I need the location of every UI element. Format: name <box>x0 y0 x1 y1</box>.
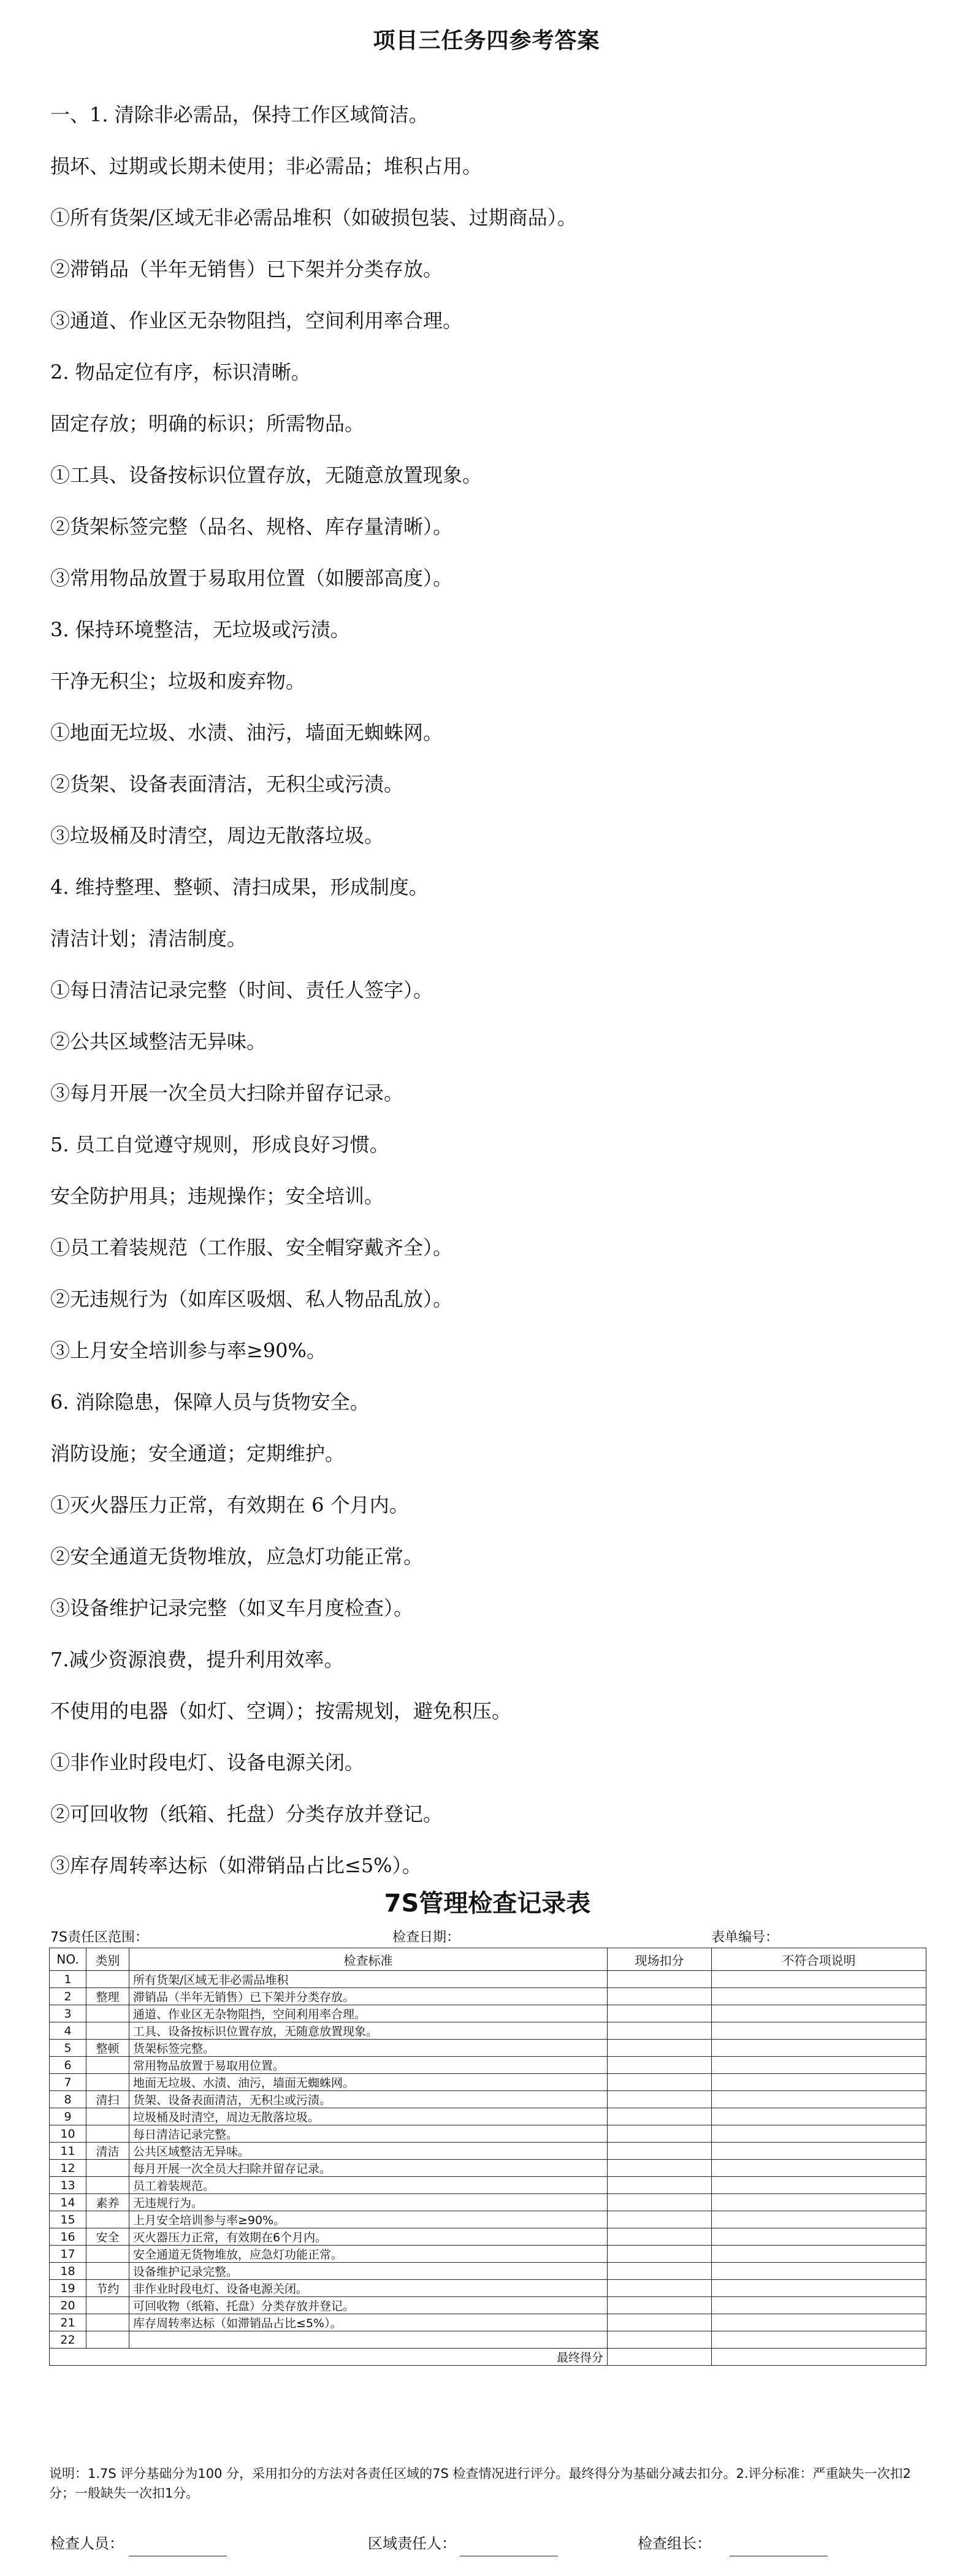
row-no: 8 <box>50 2091 86 2108</box>
row-category <box>86 2331 129 2349</box>
final-score-row <box>50 2349 926 2366</box>
row-standard: 员工着装规范。 <box>129 2177 608 2194</box>
row-category: 清洁 <box>86 2143 129 2160</box>
row-category <box>86 2005 129 2022</box>
row-standard: 通道、作业区无杂物阻挡，空间利用率合理。 <box>129 2005 608 2022</box>
table-row <box>50 2125 926 2143</box>
row-deduction[interactable] <box>608 2177 712 2194</box>
row-category: 素养 <box>86 2194 129 2211</box>
team-leader-label: 检查组长： <box>638 2535 711 2552</box>
row-standard: 滞销品（半年无销售）已下架并分类存放。 <box>129 1988 608 2005</box>
table-row <box>50 2160 926 2177</box>
row-standard: 设备维护记录完整。 <box>129 2263 608 2280</box>
row-deduction[interactable] <box>608 1971 712 1988</box>
row-no: 14 <box>50 2194 86 2211</box>
row-nonconformity[interactable] <box>712 2280 926 2297</box>
row-category: 整理 <box>86 1988 129 2005</box>
row-no: 1 <box>50 1971 86 1988</box>
row-category <box>86 2297 129 2314</box>
row-standard: 无违规行为。 <box>129 2194 608 2211</box>
row-category: 整顿 <box>86 2040 129 2057</box>
table-row <box>50 2280 926 2297</box>
table-row <box>50 2314 926 2331</box>
row-standard: 可回收物（纸箱、托盘）分类存放并登记。 <box>129 2297 608 2314</box>
row-deduction[interactable] <box>608 2143 712 2160</box>
row-standard: 灭火器压力正常，有效期在6个月内。 <box>129 2228 608 2246</box>
answer-line: ①地面无垃圾、水渍、油污，墙面无蜘蛛网。 <box>50 721 443 744</box>
header-category: 类别 <box>86 1948 129 1971</box>
row-no: 11 <box>50 2143 86 2160</box>
row-deduction[interactable] <box>608 2005 712 2022</box>
row-no: 9 <box>50 2108 86 2125</box>
answer-line: ③设备维护记录完整（如叉车月度检查）。 <box>50 1596 414 1620</box>
row-no: 4 <box>50 2022 86 2040</box>
row-standard: 所有货架/区域无非必需品堆积 <box>129 1971 608 1988</box>
row-category <box>86 2108 129 2125</box>
row-category <box>86 2263 129 2280</box>
row-category <box>86 2057 129 2074</box>
row-no: 3 <box>50 2005 86 2022</box>
row-nonconformity[interactable] <box>712 2263 926 2280</box>
row-deduction[interactable] <box>608 2246 712 2263</box>
answer-line: ①非作业时段电灯、设备电源关闭。 <box>50 1751 365 1774</box>
table-row <box>50 2263 926 2280</box>
answer-line: 干净无积尘；垃圾和废弃物。 <box>50 669 306 693</box>
row-category <box>86 2160 129 2177</box>
header-nonconformity: 不符合项说明 <box>712 1948 926 1971</box>
row-category: 安全 <box>86 2228 129 2246</box>
table-row <box>50 2177 926 2194</box>
table-row <box>50 2040 926 2057</box>
table-row <box>50 2331 926 2349</box>
row-standard: 上月安全培训参与率≥90%。 <box>129 2211 608 2228</box>
row-category <box>86 2125 129 2143</box>
answer-line: 3. 保持环境整洁，无垃圾或污渍。 <box>50 618 350 641</box>
row-deduction[interactable] <box>608 2228 712 2246</box>
answer-line: 安全防护用具；违规操作；安全培训。 <box>50 1184 384 1208</box>
row-deduction[interactable] <box>608 2211 712 2228</box>
row-no: 21 <box>50 2314 86 2331</box>
row-standard: 每日清洁记录完整。 <box>129 2125 608 2143</box>
row-no: 2 <box>50 1988 86 2005</box>
row-no: 18 <box>50 2263 86 2280</box>
answer-line: 7.减少资源浪费，提升利用效率。 <box>50 1648 344 1671</box>
row-nonconformity[interactable] <box>712 2143 926 2160</box>
table-row <box>50 2211 926 2228</box>
row-no: 16 <box>50 2228 86 2246</box>
row-deduction[interactable] <box>608 2194 712 2211</box>
row-deduction[interactable] <box>608 2125 712 2143</box>
row-nonconformity[interactable] <box>712 2331 926 2349</box>
header-deduction: 现场扣分 <box>608 1948 712 1971</box>
row-standard <box>129 2331 608 2349</box>
row-no: 5 <box>50 2040 86 2057</box>
answer-line: ②滞销品（半年无销售）已下架并分类存放。 <box>50 257 443 281</box>
form-number-label: 表单编号： <box>711 1930 779 1945</box>
answer-line: 消防设施；安全通道；定期维护。 <box>50 1442 345 1465</box>
row-standard: 垃圾桶及时清空，周边无散落垃圾。 <box>129 2108 608 2125</box>
row-nonconformity[interactable] <box>712 2108 926 2125</box>
row-standard: 每月开展一次全员大扫除并留存记录。 <box>129 2160 608 2177</box>
area-owner-field[interactable] <box>460 2525 558 2556</box>
table-header-row <box>50 1948 926 1971</box>
answer-line: 损坏、过期或长期未使用；非必需品；堆积占用。 <box>50 154 483 178</box>
answer-line: ③每月开展一次全员大扫除并留存记录。 <box>50 1081 404 1105</box>
row-category <box>86 2246 129 2263</box>
answer-line: 5. 员工自觉遵守规则，形成良好习惯。 <box>50 1133 389 1156</box>
row-nonconformity[interactable] <box>712 2314 926 2331</box>
row-deduction[interactable] <box>608 2040 712 2057</box>
row-deduction[interactable] <box>608 2091 712 2108</box>
row-category: 清扫 <box>86 2091 129 2108</box>
row-no: 17 <box>50 2246 86 2263</box>
form-note: 说明：1.7S 评分基础分为100 分，采用扣分的方法对各责任区域的7S 检查情况进行评分。最终得分为基础分减去扣分。2.评分标准：严重缺失一次扣2分；一般缺失一次扣1分。 <box>49 2466 911 2501</box>
inspector-field[interactable] <box>129 2525 227 2556</box>
table-row <box>50 2091 926 2108</box>
answer-line: ①灭火器压力正常，有效期在 6 个月内。 <box>50 1493 409 1517</box>
answer-line: ③通道、作业区无杂物阻挡，空间利用率合理。 <box>50 309 463 332</box>
answer-body <box>50 102 958 1904</box>
row-deduction[interactable] <box>608 2160 712 2177</box>
row-nonconformity[interactable] <box>712 2040 926 2057</box>
row-nonconformity[interactable] <box>712 2005 926 2022</box>
row-no: 13 <box>50 2177 86 2194</box>
row-no: 7 <box>50 2074 86 2091</box>
row-deduction[interactable] <box>608 2108 712 2125</box>
answer-line: 清洁计划；清洁制度。 <box>50 927 247 950</box>
row-nonconformity[interactable] <box>712 2177 926 2194</box>
answer-line: ②可回收物（纸箱、托盘）分类存放并登记。 <box>50 1802 443 1826</box>
row-standard: 常用物品放置于易取用位置。 <box>129 2057 608 2074</box>
row-deduction[interactable] <box>608 2297 712 2314</box>
row-category <box>86 2022 129 2040</box>
row-nonconformity[interactable] <box>712 2074 926 2091</box>
header-standard: 检查标准 <box>129 1948 608 1971</box>
row-deduction[interactable] <box>608 1988 712 2005</box>
answer-line: ③库存周转率达标（如滞销品占比≤5%）。 <box>50 1854 422 1877</box>
row-category <box>86 2074 129 2091</box>
answer-line: ②公共区域整洁无异味。 <box>50 1030 267 1053</box>
document-title: 项目三任务四参考答案 <box>373 28 600 53</box>
row-nonconformity[interactable] <box>712 1971 926 1988</box>
row-deduction[interactable] <box>608 2074 712 2091</box>
table-row <box>50 2074 926 2091</box>
answer-line: 固定存放；明确的标识；所需物品。 <box>50 412 365 435</box>
answer-line: ②安全通道无货物堆放，应急灯功能正常。 <box>50 1545 424 1568</box>
row-category <box>86 2211 129 2228</box>
table-row <box>50 2194 926 2211</box>
row-category <box>86 2177 129 2194</box>
inspector-label: 检查人员： <box>50 2535 124 2552</box>
answer-line: 2. 物品定位有序，标识清晰。 <box>50 360 311 384</box>
answer-line: ③上月安全培训参与率≥90%。 <box>50 1339 326 1362</box>
row-standard: 地面无垃圾、水渍、油污，墙面无蜘蛛网。 <box>129 2074 608 2091</box>
answer-line: ③垃圾桶及时清空，周边无散落垃圾。 <box>50 824 384 847</box>
answer-line: ③常用物品放置于易取用位置（如腰部高度）。 <box>50 566 453 590</box>
final-score-note[interactable] <box>712 2349 926 2366</box>
table-row <box>50 2297 926 2314</box>
row-nonconformity[interactable] <box>712 2246 926 2263</box>
row-standard: 工具、设备按标识位置存放，无随意放置现象。 <box>129 2022 608 2040</box>
row-standard: 库存周转率达标（如滞销品占比≤5%）。 <box>129 2314 608 2331</box>
date-label: 检查日期： <box>392 1930 460 1945</box>
row-deduction[interactable] <box>608 2022 712 2040</box>
answer-line: ②货架标签完整（品名、规格、库存量清晰）。 <box>50 515 453 538</box>
row-standard: 非作业时段电灯、设备电源关闭。 <box>129 2280 608 2297</box>
row-no: 6 <box>50 2057 86 2074</box>
table-row <box>50 2246 926 2263</box>
row-nonconformity[interactable] <box>712 2228 926 2246</box>
row-category <box>86 2314 129 2331</box>
table-row <box>50 2005 926 2022</box>
row-standard: 货架标签完整。 <box>129 2040 608 2057</box>
table-row <box>50 2108 926 2125</box>
table-row <box>50 2057 926 2074</box>
answer-line: ②货架、设备表面清洁，无积尘或污渍。 <box>50 772 404 796</box>
row-deduction[interactable] <box>608 2263 712 2280</box>
row-standard: 货架、设备表面清洁，无积尘或污渍。 <box>129 2091 608 2108</box>
row-nonconformity[interactable] <box>712 1988 926 2005</box>
table-row <box>50 1971 926 1988</box>
row-nonconformity[interactable] <box>712 2211 926 2228</box>
header-no: NO. <box>50 1948 86 1971</box>
row-no: 12 <box>50 2160 86 2177</box>
row-nonconformity[interactable] <box>712 2194 926 2211</box>
row-no: 22 <box>50 2331 86 2349</box>
row-category: 节约 <box>86 2280 129 2297</box>
row-no: 19 <box>50 2280 86 2297</box>
row-deduction[interactable] <box>608 2280 712 2297</box>
answer-line: 不使用的电器（如灯、空调）；按需规划，避免积压。 <box>50 1699 512 1723</box>
answer-line: ①所有货架/区域无非必需品堆积（如破损包装、过期商品）。 <box>50 206 577 229</box>
table-row <box>50 2022 926 2040</box>
row-no: 15 <box>50 2211 86 2228</box>
final-score-label: 最终得分 <box>50 2349 608 2366</box>
row-nonconformity[interactable] <box>712 2160 926 2177</box>
row-nonconformity[interactable] <box>712 2091 926 2108</box>
scope-label: 7S责任区范围： <box>50 1930 148 1945</box>
answer-line: ②无违规行为（如库区吸烟、私人物品乱放）。 <box>50 1287 453 1311</box>
form-title: 7S管理检查记录表 <box>384 1889 591 1918</box>
row-standard: 公共区域整洁无异味。 <box>129 2143 608 2160</box>
answer-line: 一、1. 清除非必需品，保持工作区域简洁。 <box>50 103 429 126</box>
row-deduction[interactable] <box>608 2314 712 2331</box>
row-category <box>86 1971 129 1988</box>
row-standard: 安全通道无货物堆放，应急灯功能正常。 <box>129 2246 608 2263</box>
row-deduction[interactable] <box>608 2331 712 2349</box>
answer-line: 6. 消除隐患，保障人员与货物安全。 <box>50 1390 370 1414</box>
row-nonconformity[interactable] <box>712 2057 926 2074</box>
inspection-table <box>49 1948 926 2366</box>
answer-line: ①员工着装规范（工作服、安全帽穿戴齐全）。 <box>50 1236 453 1259</box>
row-nonconformity[interactable] <box>712 2022 926 2040</box>
area-owner-label: 区域责任人： <box>368 2535 456 2552</box>
row-deduction[interactable] <box>608 2057 712 2074</box>
answer-line: ①工具、设备按标识位置存放，无随意放置现象。 <box>50 463 483 487</box>
answer-line: 4. 维持整理、整顿、清扫成果，形成制度。 <box>50 875 429 899</box>
table-row <box>50 2228 926 2246</box>
team-leader-field[interactable] <box>730 2525 828 2556</box>
row-no: 20 <box>50 2297 86 2314</box>
table-row <box>50 2143 926 2160</box>
inspection-form <box>49 1881 926 2568</box>
row-no: 10 <box>50 2125 86 2143</box>
answer-line: ①每日清洁记录完整（时间、责任人签字）。 <box>50 978 433 1002</box>
final-score-value[interactable] <box>608 2349 712 2366</box>
row-nonconformity[interactable] <box>712 2297 926 2314</box>
row-nonconformity[interactable] <box>712 2125 926 2143</box>
table-row <box>50 1988 926 2005</box>
